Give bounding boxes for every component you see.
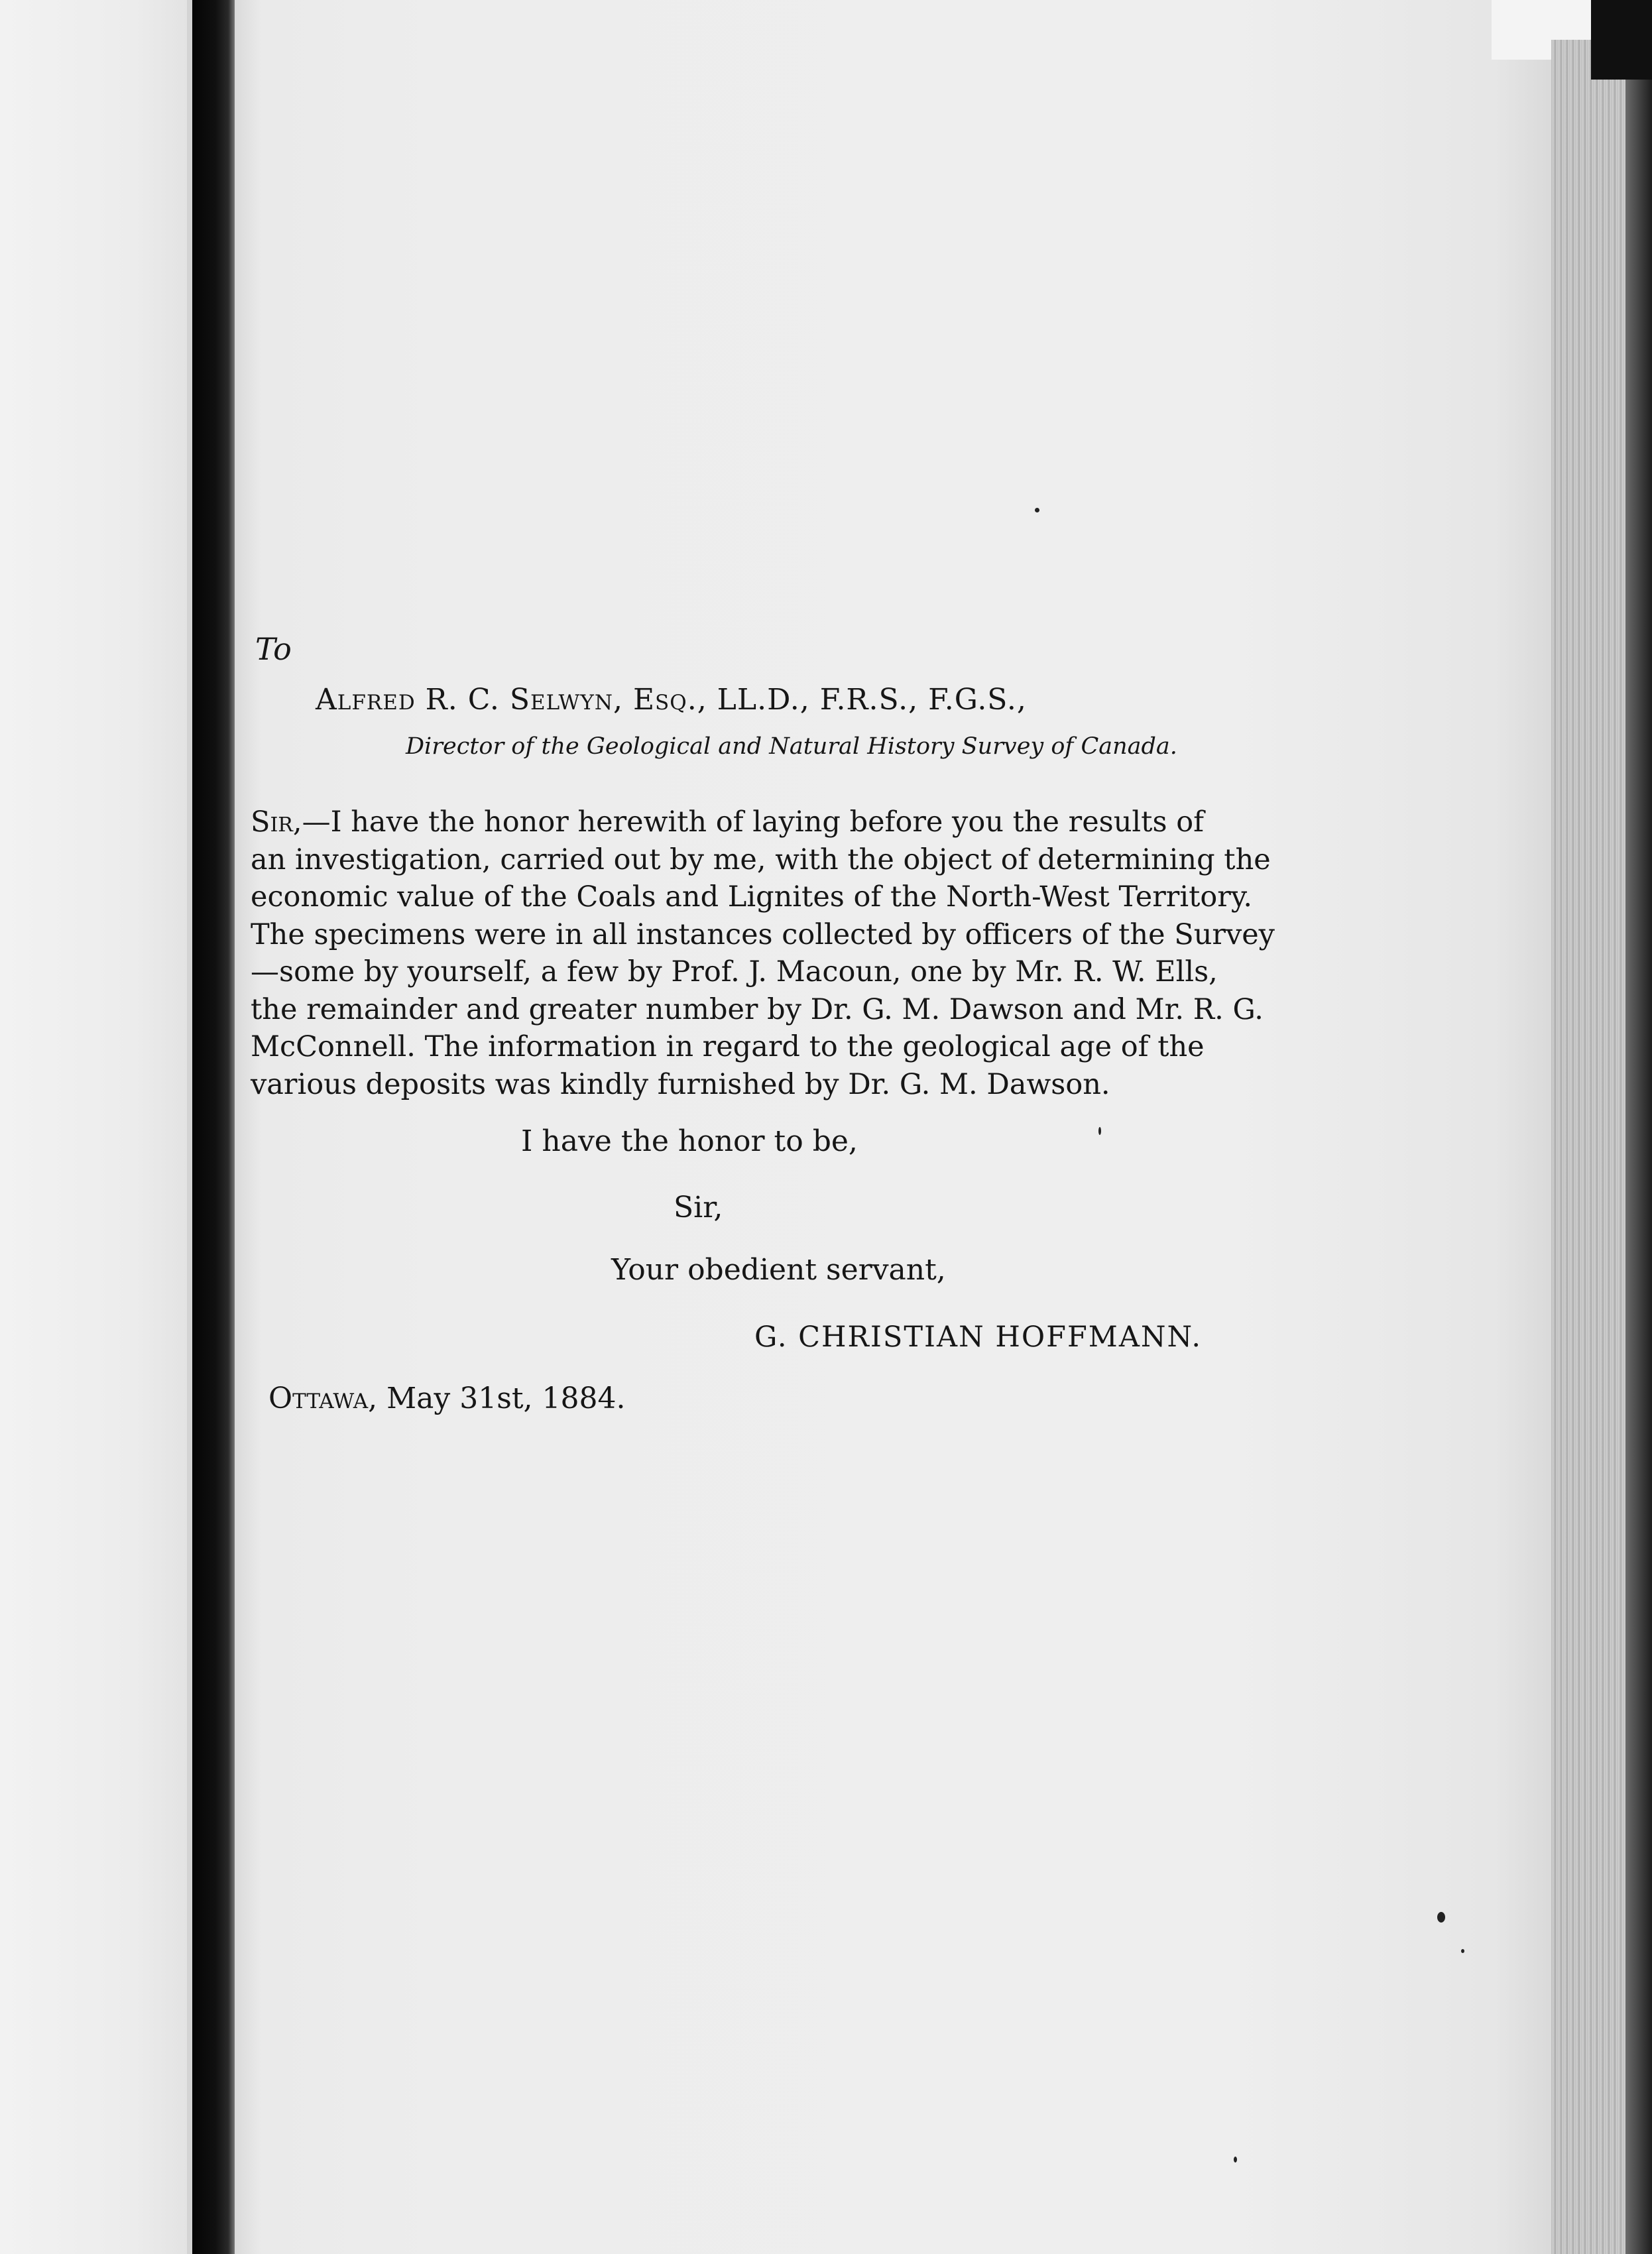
ink-speck [1098,1127,1101,1135]
salutation: Sir, [251,805,302,839]
ink-speck [1437,1912,1445,1923]
body-line: economic value of the Coals and Lignites of the North-West Territory. [251,880,1253,914]
body-line: The specimens were in all instances collected by officers of the Survey [251,918,1275,951]
closing: I have the honor to be, [521,1124,858,1158]
place: Ottawa [268,1382,369,1415]
ink-speck [1035,508,1039,512]
body-line: the remainder and greater number by Dr. G. M. Dawson and Mr. R. G. [251,992,1264,1026]
sign-off: Your obedient servant, [611,1253,946,1287]
signature: G. CHRISTIAN HOFFMANN. [754,1321,1203,1354]
body-line: McConnell. The information in regard to the geological age of the [251,1030,1205,1063]
closing-salutation: Sir, [674,1191,723,1224]
ink-speck [1461,1949,1464,1953]
body-line: —some by yourself, a few by Prof. J. Macoun, one by Mr. R. W. Ells, [251,955,1218,988]
recipient-name: Alfred R. C. Selwyn, Esq., LL.D., F.R.S., F.G.S., [316,683,1027,717]
place-date [268,1382,625,1415]
recipient-title: Director of the Geological and Natural History Survey of Canada. [406,733,1177,760]
body-line [251,803,1204,841]
addressee-to: To [255,631,292,667]
body-line: various deposits was kindly furnished by Dr. G. M. Dawson. [251,1067,1110,1101]
date: , May 31st, 1884. [368,1382,626,1415]
letter-body [251,803,1275,1103]
ink-speck [1234,2157,1237,2163]
body-line-text: —I have the honor herewith of laying before you the results of [302,805,1204,839]
body-line: an investigation, carried out by me, with the object of determining the [251,843,1271,876]
